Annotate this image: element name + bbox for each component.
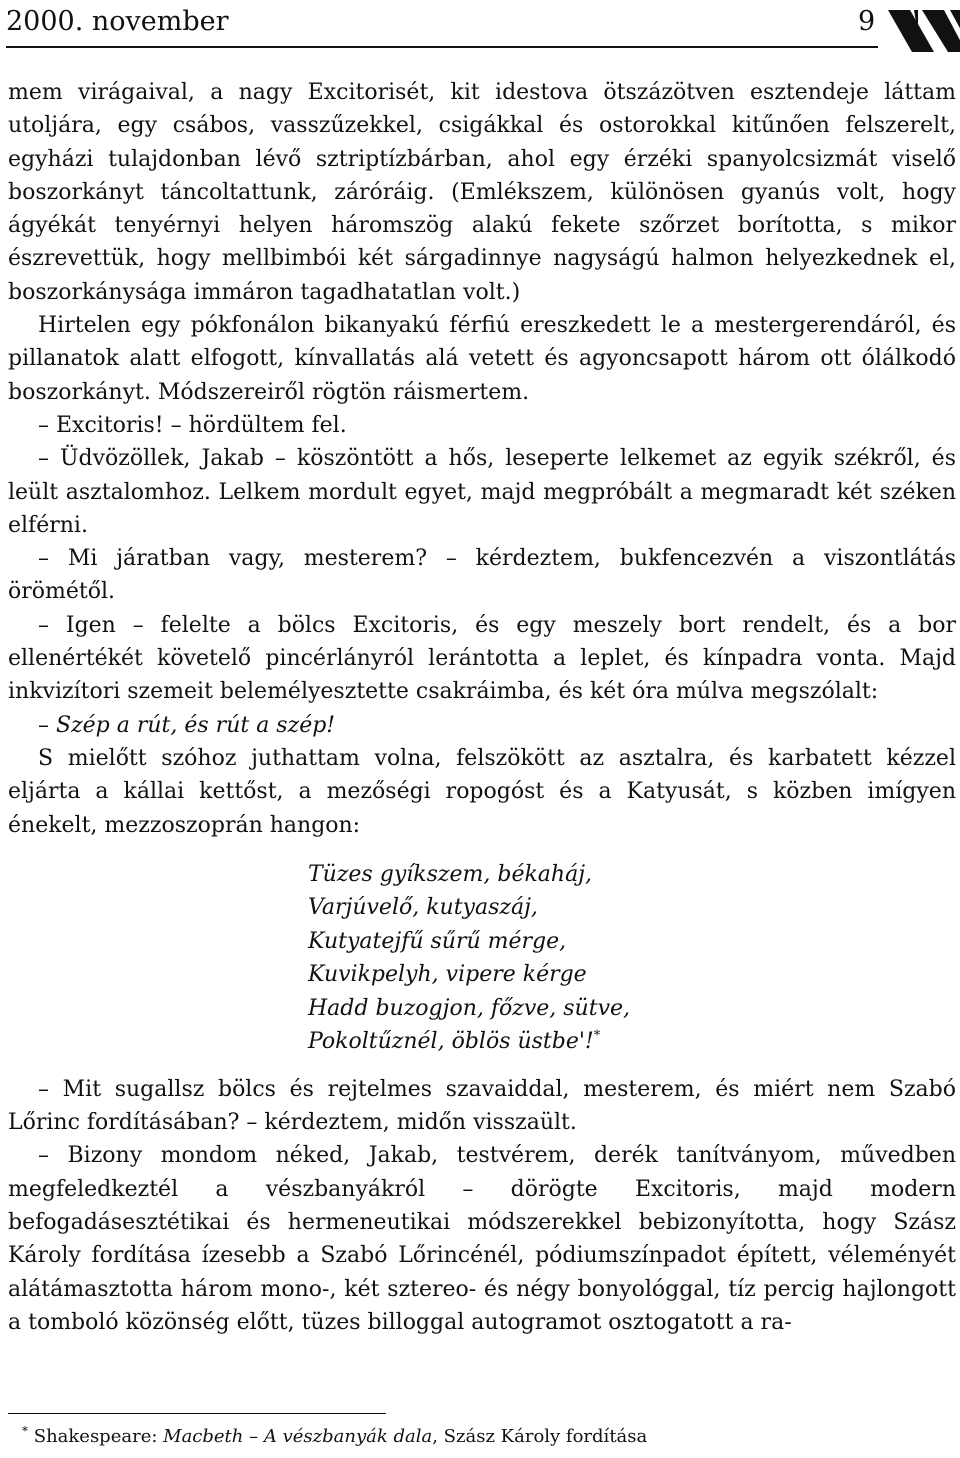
footnote-title: A vészbanyák dala [263, 1426, 433, 1447]
page-header [6, 4, 954, 44]
quote-dash: – [38, 712, 56, 738]
quote-text: Szép a rút, és rút a szép! [56, 712, 336, 738]
poem-line: Kuvikpelyh, vipere kérge [308, 962, 587, 988]
poem-line-last [308, 1025, 956, 1059]
dialogue-line: – Mit sugallsz bölcs és rejtelmes szavaiddal, mesterem, és miért nem Szabó Lőrinc fordításában? – kérdeztem, midőn visszaült. [8, 1076, 956, 1136]
footnote-translator: , Szász Károly fordítása [432, 1426, 648, 1447]
paragraph: S mielőtt szóhoz juthattam volna, felszökött az asztalra, és karbatett kézzel eljárta a kállai kettőst, a mezőségi ropogóst és a Katyusát, s közben imígyen énekelt, mezzoszoprán hangon: [8, 745, 956, 838]
footnote-rule [8, 1413, 386, 1414]
footnote-author: Shakespeare: [33, 1426, 164, 1447]
footnote-mark: * [22, 1424, 28, 1438]
quote-line [8, 709, 956, 742]
footnote-marker[interactable]: * [593, 1029, 601, 1044]
poem-line: Hadd buzogjon, főzve, sütve, [308, 995, 631, 1021]
footnote [22, 1426, 647, 1447]
paragraph: mem virágaival, a nagy Excitorisét, kit idestova ötszázötven esztendeje láttam utoljára, egy csábos, vasszűzekkel, csigákkal és ostorokkal kitűnően felszerelt, egyházi tulajdonban lévő sztriptízbárban, ahol egy érzéki spanyolcsizmát viselő boszorkányt táncoltattunk, záróráig. (Emlékszem, különösen gyanús volt, hogy ágyékát tenyérnyi helyen háromszög alakú fekete szőrzet borította, s mikor észrevettük, hogy mellbimbói két sárgadinnye nagyságú halmon helyezkednek el, boszorkánysága immáron tagadhatatlan volt.) [8, 80, 956, 305]
dialogue-line: – Excitoris! – hördültem fel. [38, 412, 347, 438]
journal-logo-icon [888, 4, 960, 52]
header-date: 2000. november [6, 6, 229, 37]
poem-line: Pokoltűznél, öblös üstbe'! [308, 1029, 594, 1055]
dialogue-line: – Mi járatban vagy, mesterem? – kérdeztem, bukfencezvén a viszontlátás örömétől. [8, 546, 956, 605]
header-rule [6, 46, 878, 48]
article-body [8, 76, 956, 1339]
page-number: 9 [858, 6, 876, 37]
paragraph: Hirtelen egy pókfonálon bikanyakú férfiú ereszkedett le a mestergerendáról, és pillanatok alatt elfogott, kínvallatás alá vetett és agyoncsapott három ott ólálkodó boszorkányt. Módszereiről rögtön ráismertem. [8, 313, 956, 405]
poem-line: Varjúvelő, kutyaszáj, [308, 895, 538, 921]
footnote-separator: – [243, 1426, 264, 1447]
dialogue-line: – Bizony mondom néked, Jakab, testvérem, derék tanítványom, művedben megfeledkeztél a vészbanyákról – dörögte Excitoris, majd modern befogadásesztétikai és hermeneutikai módszerekkel bebizonyította, hogy Szász Károly fordítása ízesebb a Szabó Lőrincénél, pódiumszínpadot épített, véleményét alátámasztotta három mono-, két sztereo- és négy bonyológgal, tíz percig hajlongott a tomboló közönség előtt, tüzes billoggal autogramot osztogatott a ra- [8, 1143, 956, 1335]
dialogue-line: – Igen – felelte a bölcs Excitoris, és egy meszely bort rendelt, és a bor ellenértékét követelő pincérlányról lerántotta a leplet, és kínpadra vonta. Majd inkvizítori szemeit belemélyesztette csakráimba, és két óra múlva megszólalt: [8, 612, 956, 705]
footnote-work: Macbeth [163, 1426, 244, 1447]
poem-line: Kutyatejfű sűrű mérge, [308, 928, 567, 954]
poem [308, 858, 956, 1059]
dialogue-line: – Üdvözöllek, Jakab – köszöntött a hős, leseperte lelkemet az egyik székről, és leült asztalomhoz. Lelkem mordult egyet, majd megpróbált a megmaradt két széken elférni. [8, 446, 956, 538]
poem-line: Tüzes gyíkszem, békaháj, [308, 861, 593, 887]
